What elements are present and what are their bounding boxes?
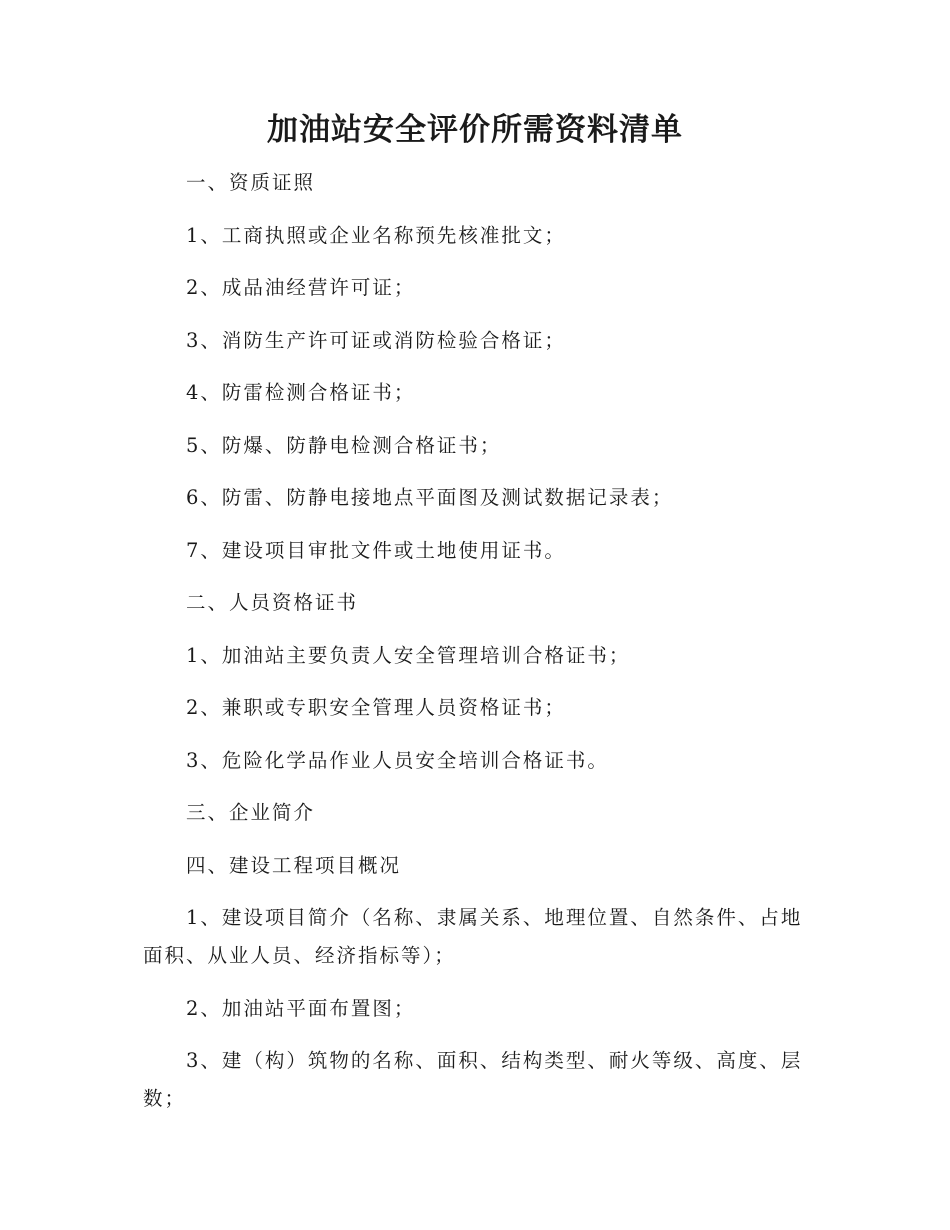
list-item: 2、成品油经营许可证； xyxy=(186,276,416,299)
list-item: 3、消防生产许可证或消防检验合格证； xyxy=(186,328,566,352)
list-item: 3、危险化学品作业人员安全培训合格证书。 xyxy=(186,748,609,772)
list-item: 1、工商执照或企业名称预先核准批文； xyxy=(186,223,566,247)
section-heading-personnel: 二、人员资格证书 xyxy=(186,591,359,614)
list-item: 2、加油站平面布置图； xyxy=(186,996,416,1020)
section-heading-project-overview: 四、建设工程项目概况 xyxy=(186,853,402,877)
list-item: 1、建设项目简介（名称、隶属关系、地理位置、自然条件、占地面积、从业人员、经济指标等）； xyxy=(143,906,803,967)
list-item: 1、加油站主要负责人安全管理培训合格证书； xyxy=(186,643,631,667)
list-item: 6、防雷、防静电接地点平面图及测试数据记录表； xyxy=(186,486,674,509)
list-item: 5、防爆、防静电检测合格证书； xyxy=(186,433,502,457)
section-heading-company-profile: 三、企业简介 xyxy=(186,801,316,824)
document-title: 加油站安全评价所需资料清单 xyxy=(267,112,683,148)
section-heading-qualifications: 一、资质证照 xyxy=(186,171,316,194)
list-item: 4、防雷检测合格证书； xyxy=(186,381,416,404)
list-item: 2、兼职或专职安全管理人员资格证书； xyxy=(186,696,566,719)
list-item: 7、建设项目审批文件或土地使用证书。 xyxy=(186,538,566,562)
document-body xyxy=(143,164,808,1133)
list-item: 3、建（构）筑物的名称、面积、结构类型、耐火等级、高度、层数； xyxy=(143,1049,803,1110)
